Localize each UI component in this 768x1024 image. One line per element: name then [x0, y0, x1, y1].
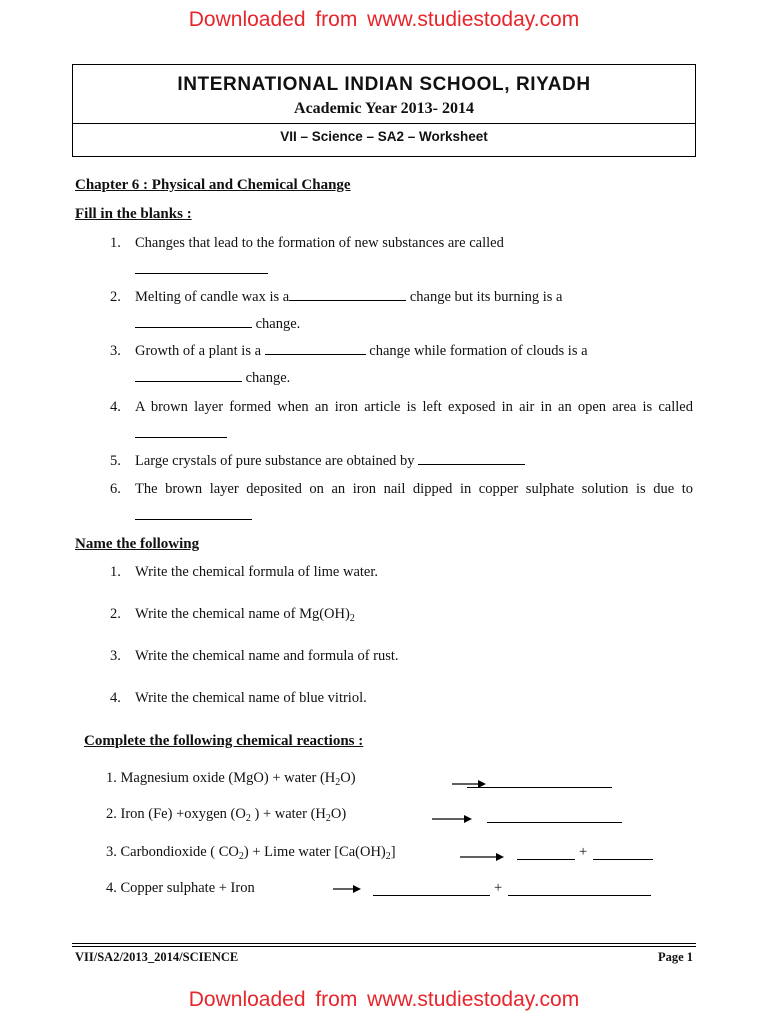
- question-number: 2.: [110, 606, 121, 622]
- question-number: 6.: [110, 481, 121, 497]
- fill-blank-question-1: [110, 230, 693, 284]
- name-question-4: [110, 685, 693, 712]
- question-text: Large crystals of pure substance are obtained by: [135, 453, 415, 469]
- fill-blank-question-2: [110, 284, 693, 338]
- reaction-arrow-icon: [460, 851, 504, 863]
- academic-year: Academic Year 2013- 2014: [294, 100, 474, 117]
- question-number: 4.: [110, 690, 121, 706]
- fill-blank-question-6: [110, 476, 693, 530]
- reaction-arrow-icon: [333, 883, 361, 895]
- fill-blank-question-3: [110, 338, 693, 392]
- question-text: change while formation of clouds is a: [369, 343, 588, 359]
- answer-blank: [265, 339, 366, 355]
- question-text: Write the chemical name and formula of rust.: [135, 648, 399, 664]
- reaction-1: 1. Magnesium oxide (MgO) + water $(H_2O)$: [106, 770, 356, 788]
- question-number: 1.: [110, 235, 121, 251]
- fill-blank-question-4: [110, 394, 693, 448]
- header-divider: [73, 123, 695, 124]
- question-number: 5.: [110, 453, 121, 469]
- name-question-2: [110, 601, 693, 628]
- question-text: A brown layer formed when an iron article is left exposed in air in an open area is called: [135, 399, 693, 415]
- question-number: 3.: [110, 343, 121, 359]
- answer-blank: [517, 859, 575, 860]
- school-header: [72, 64, 696, 157]
- download-banner-bottom: Downloaded from www.studiestoday.com: [188, 988, 580, 1011]
- question-number: 1.: [110, 564, 121, 580]
- chapter-title: Chapter 6 : Physical and Chemical Change: [75, 177, 351, 193]
- question-text: change.: [245, 370, 291, 386]
- answer-blank: [487, 822, 622, 823]
- question-text: Melting of candle wax is a: [135, 289, 290, 305]
- question-text: Write the chemical formula of lime water.: [135, 564, 378, 580]
- footer-rule: [72, 943, 696, 944]
- fill-blank-question-5: [110, 448, 693, 475]
- reaction-arrow-icon: [452, 778, 486, 790]
- answer-blank: [418, 449, 525, 465]
- reaction-arrow-icon: [432, 813, 472, 825]
- name-question-1: [110, 559, 693, 586]
- answer-blank: [135, 258, 268, 274]
- plus-sign: +: [579, 844, 588, 860]
- answer-blank: [593, 859, 653, 860]
- reactions-heading: Complete the following chemical reactions :: [84, 733, 364, 749]
- answer-blank: [135, 422, 227, 438]
- answer-blank: [289, 285, 406, 301]
- question-number: 2.: [110, 289, 121, 305]
- fill-blanks-heading: Fill in the blanks :: [75, 206, 192, 222]
- question-number: 4.: [110, 399, 121, 415]
- question-text: Write the chemical name of blue vitriol.: [135, 690, 367, 706]
- download-banner-top: Downloaded from www.studiestoday.com: [188, 8, 580, 31]
- question-text: Growth of a plant is a: [135, 343, 262, 359]
- reaction-4: 4. Copper sulphate + Iron: [106, 880, 255, 896]
- question-text: The brown layer deposited on an iron nail dipped in copper sulphate solution is due to: [135, 481, 693, 497]
- school-name: INTERNATIONAL INDIAN SCHOOL, RIYADH: [177, 74, 591, 95]
- reaction-3: 3. Carbondioxide ( $CO_2$) + Lime water $[Ca(OH)_2]$: [106, 844, 396, 862]
- question-text: change but its burning is a: [409, 289, 563, 305]
- footer-code: VII/SA2/2013_2014/SCIENCE: [75, 950, 239, 964]
- question-text: Changes that lead to the formation of new substances are called: [135, 235, 504, 251]
- plus-sign: +: [494, 880, 503, 896]
- answer-blank: [135, 504, 252, 520]
- page-number: Page 1: [657, 950, 693, 964]
- question-text: change.: [255, 316, 301, 332]
- name-question-3: [110, 643, 693, 670]
- answer-blank: [467, 787, 612, 788]
- reaction-2: 2. Iron (Fe) +oxygen ($O_2$ ) + water $(H_2O)$: [106, 806, 347, 824]
- answer-blank: [135, 366, 242, 382]
- answer-blank: [508, 895, 651, 896]
- question-text: Write the chemical name of Mg(OH): [135, 606, 350, 622]
- footer-rule: [72, 946, 696, 947]
- subscript: 2: [349, 613, 355, 624]
- answer-blank: [373, 895, 490, 896]
- name-following-heading: Name the following: [75, 536, 200, 552]
- question-number: 3.: [110, 648, 121, 664]
- answer-blank: [135, 312, 252, 328]
- worksheet-subject: VII – Science – SA2 – Worksheet: [280, 129, 488, 144]
